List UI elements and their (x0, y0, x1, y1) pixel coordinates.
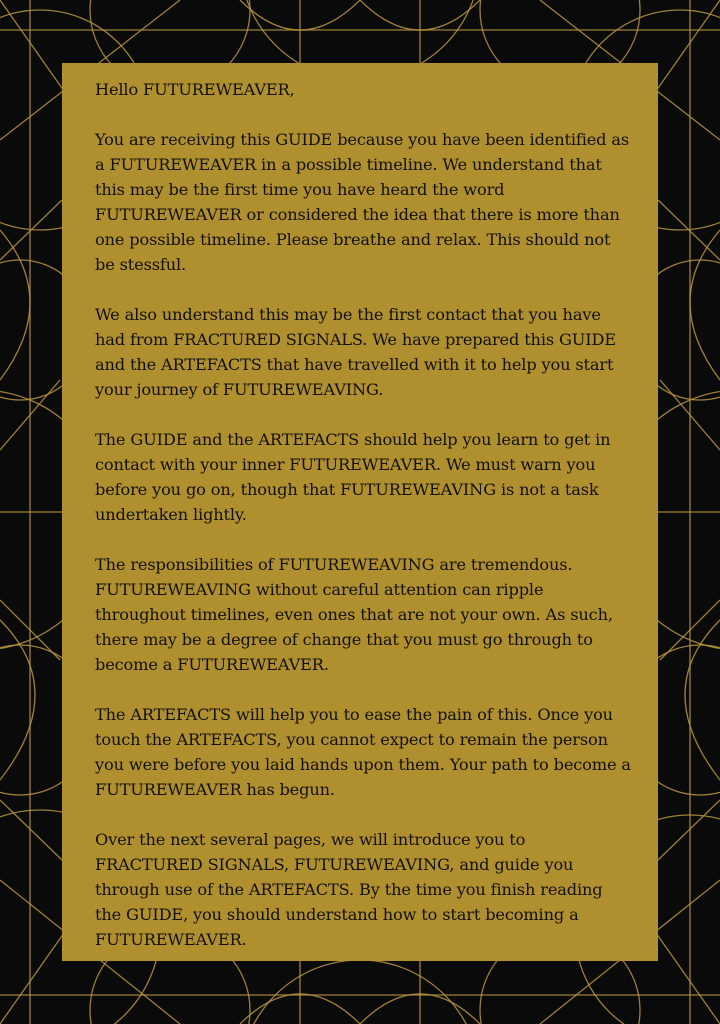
letter-paragraph-4: The responsibilities of FUTUREWEAVING are tremendous. FUTUREWEAVING without careful attention can ripple throughout timelines, even ones that are not your own. As such, there may be a degree of change that you must go through to become a FUTUREWEAVER. (95, 555, 613, 674)
letter-greeting: Hello FUTUREWEAVER, (95, 80, 295, 99)
letter-panel (62, 63, 658, 961)
letter-paragraph-2: We also understand this may be the first contact that you have had from FRACTURED SIGNALS. We have prepared this GUIDE and the ARTEFACTS that have travelled with it to help you start your journey of FUTUREWEAVING. (95, 305, 617, 399)
letter-paragraph-6: Over the next several pages, we will introduce you to FRACTURED SIGNALS, FUTUREWEAVING, and guide you through use of the ARTEFACTS. By the time you finish reading the GUIDE, you should understand how to start becoming a FUTUREWEAVER. (95, 830, 603, 949)
letter-paragraph-3: The GUIDE and the ARTEFACTS should help you learn to get in contact with your inner FUTUREWEAVER. We must warn you before you go on, though that FUTUREWEAVING is not a task undertaken lightly. (95, 430, 611, 524)
letter-paragraph-5: The ARTEFACTS will help you to ease the pain of this. Once you touch the ARTEFACTS, you cannot expect to remain the person you were before you laid hands upon them. Your path to become a FUTUREWEAVER has begun. (95, 705, 631, 799)
letter-paragraph-1: You are receiving this GUIDE because you have been identified as a FUTUREWEAVER in a possible timeline. We understand that this may be the first time you have heard the word FUTUREWEAVER or considered the idea that there is more than one possible timeline. Please breathe and relax. This should not be stessful. (95, 130, 630, 274)
